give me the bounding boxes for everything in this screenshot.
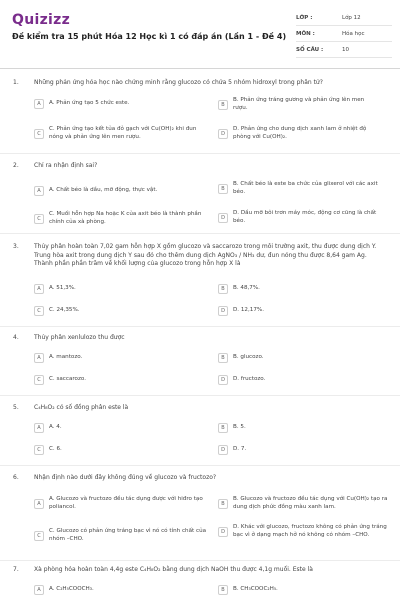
option-text: D. 12,17%. — [233, 307, 264, 314]
option-letter-box: A — [34, 186, 44, 196]
option-letter-box: B — [218, 585, 228, 595]
option-letter-box: C — [34, 129, 44, 139]
question-divider — [0, 326, 400, 327]
option-c[interactable] — [34, 445, 204, 455]
meta-row-class — [296, 10, 392, 26]
meta-row-count — [296, 42, 392, 58]
option-d[interactable] — [218, 210, 388, 225]
option-b[interactable] — [218, 585, 388, 595]
option-letter-box: A — [34, 585, 44, 595]
option-letter-box: D — [218, 213, 228, 223]
option-d[interactable] — [218, 126, 383, 141]
option-letter-box: B — [218, 423, 228, 433]
option-b[interactable] — [218, 284, 388, 294]
question-number: 4. — [13, 334, 19, 341]
option-text: D. 7. — [233, 446, 247, 453]
option-c[interactable] — [34, 528, 209, 543]
quizizz-logo: Quizizz — [12, 12, 71, 28]
option-letter-box: C — [34, 445, 44, 455]
option-text: C. Muối hỗn hợp Na hoặc K của axit béo là thành phần chính của xà phòng. — [49, 211, 202, 225]
option-letter-box: B — [218, 100, 228, 110]
option-d[interactable] — [218, 524, 388, 539]
document-header — [0, 0, 400, 68]
option-b[interactable] — [218, 181, 388, 196]
option-text: A. 51,3%. — [49, 285, 76, 292]
option-letter-box: C — [34, 306, 44, 316]
option-text: A. 4. — [49, 424, 62, 431]
option-letter-box: B — [218, 499, 228, 509]
option-b[interactable] — [218, 353, 388, 363]
meta-key: SỐ CÂU : — [296, 46, 324, 53]
option-text: B. Phản ứng tráng gương và phản ứng lên men rượu. — [233, 97, 365, 111]
option-text: C. Phản ứng tạo kết tủa đỏ gạch với Cu(OH)₂ khi đun nóng và phản ứng lên men rượu. — [49, 126, 197, 140]
option-text: A. mantozo. — [49, 354, 83, 361]
question-number: 7. — [13, 566, 19, 573]
question-number: 6. — [13, 474, 19, 481]
option-text: D. fructozo. — [233, 376, 266, 383]
option-letter-box: C — [34, 375, 44, 385]
option-a[interactable] — [34, 423, 204, 433]
meta-key: MÔN : — [296, 30, 315, 37]
meta-row-subject — [296, 26, 392, 42]
option-a[interactable] — [34, 186, 204, 196]
option-text: C. saccarozo. — [49, 376, 87, 383]
option-text: B. CH₃COOC₂H₅. — [233, 586, 278, 593]
question-text: Chỉ ra nhận định sai? — [34, 162, 98, 169]
option-text: A. Glucozo và fructozo đều tác dụng được với hiđro tạo poliancol. — [49, 496, 203, 510]
question-divider — [0, 465, 400, 466]
option-letter-box: B — [218, 284, 228, 294]
option-letter-box: D — [218, 375, 228, 385]
option-letter-box: C — [34, 214, 44, 224]
option-a[interactable] — [34, 99, 194, 109]
option-text: D. Phản ứng cho dung dịch xanh lam ở nhiệt độ phòng với Cu(OH)₂. — [233, 126, 367, 140]
option-c[interactable] — [34, 306, 204, 316]
question-text: Thủy phân hoàn toàn 7,02 gam hỗn hợp X gồm glucozo và saccarozo trong môi trường axit, thu được dung dịch Y. Trung hòa axit trong dung dịch Y sau đó cho thêm dung dịch AgNO₃ / NH₃ dư, đun nóng thu được 8,64 gam Ag. Thành phần phần trăm về khối lượng của glucozo trong hỗn hợp X là — [34, 243, 377, 268]
option-b[interactable] — [218, 423, 388, 433]
header-divider — [0, 68, 400, 69]
option-letter-box: D — [218, 306, 228, 316]
option-d[interactable] — [218, 445, 388, 455]
meta-key: LỚP : — [296, 14, 313, 21]
option-c[interactable] — [34, 126, 209, 141]
option-c[interactable] — [34, 375, 204, 385]
option-text: A. Phản ứng tạo 5 chức este. — [49, 100, 130, 107]
option-letter-box: A — [34, 353, 44, 363]
option-text: D. Dầu mỡ bôi trơn máy móc, động cơ cũng là chất béo. — [233, 210, 377, 224]
option-b[interactable] — [218, 496, 388, 511]
option-text: C. 24,35%. — [49, 307, 80, 314]
question-number: 2. — [13, 162, 19, 169]
option-letter-box: B — [218, 353, 228, 363]
meta-value: 10 — [342, 46, 349, 53]
option-letter-box: D — [218, 527, 228, 537]
option-text: B. Glucozo và fructozo đều tác dụng với Cu(OH)₂ tạo ra dung dịch phức đồng màu xanh lam. — [233, 496, 388, 510]
option-letter-box: B — [218, 184, 228, 194]
option-a[interactable] — [34, 353, 204, 363]
question-text: Nhận định nào dưới đây không đúng về glucozo và fructozo? — [34, 474, 217, 481]
option-letter-box: A — [34, 423, 44, 433]
meta-value: Hóa học — [342, 30, 365, 37]
option-text: A. Chất béo là dầu, mỡ động, thực vật. — [49, 187, 158, 194]
option-c[interactable] — [34, 211, 209, 226]
option-letter-box: A — [34, 499, 44, 509]
question-text: Xà phòng hóa hoàn toàn 4,4g este C₄H₈O₂ bằng dung dịch NaOH thu được 4,1g muối. Este là — [34, 566, 313, 573]
option-a[interactable] — [34, 284, 204, 294]
meta-value: Lớp 12 — [342, 14, 361, 21]
question-text: Những phản ứng hóa học nào chứng minh rằng glucozo có chứa 5 nhóm hidroxyl trong phân tử? — [34, 79, 323, 86]
option-letter-box: A — [34, 284, 44, 294]
option-a[interactable] — [34, 496, 209, 511]
option-letter-box: D — [218, 129, 228, 139]
question-number: 3. — [13, 243, 19, 250]
option-text: B. glucozo. — [233, 354, 264, 361]
question-divider — [0, 153, 400, 154]
option-text: C. Glucozo có phản ứng tráng bạc vì nó có tính chất của nhóm –CHO. — [49, 528, 207, 542]
option-text: D. Khác với glucozo, fructozo không có phản ứng tráng bạc vì ở dạng mạch hở nó không có nhóm –CHO. — [233, 524, 387, 538]
option-text: A. C₂H₅COOCH₃. — [49, 586, 94, 593]
option-letter-box: D — [218, 445, 228, 455]
option-d[interactable] — [218, 306, 388, 316]
question-text: C₄H₈O₂ có số đồng phân este là — [34, 404, 129, 411]
option-text: B. 5. — [233, 424, 246, 431]
question-number: 5. — [13, 404, 19, 411]
option-text: B. Chất béo là este ba chức của glixerol với các axit béo. — [233, 181, 378, 195]
question-text: Thủy phân xenlulozo thu được — [34, 334, 125, 341]
question-divider — [0, 395, 400, 396]
question-number: 1. — [13, 79, 19, 86]
option-letter-box: A — [34, 99, 44, 109]
question-divider — [0, 233, 400, 234]
document-title: Đề kiểm tra 15 phút Hóa 12 Học kì 1 có đáp án (Lần 1 - Đề 4) — [12, 32, 287, 41]
option-b[interactable] — [218, 97, 378, 112]
option-text: B. 48,7%. — [233, 285, 260, 292]
meta-table — [296, 10, 392, 58]
option-a[interactable] — [34, 585, 204, 595]
option-letter-box: C — [34, 531, 44, 541]
option-d[interactable] — [218, 375, 388, 385]
option-text: C. 6. — [49, 446, 62, 453]
question-divider — [0, 560, 400, 561]
